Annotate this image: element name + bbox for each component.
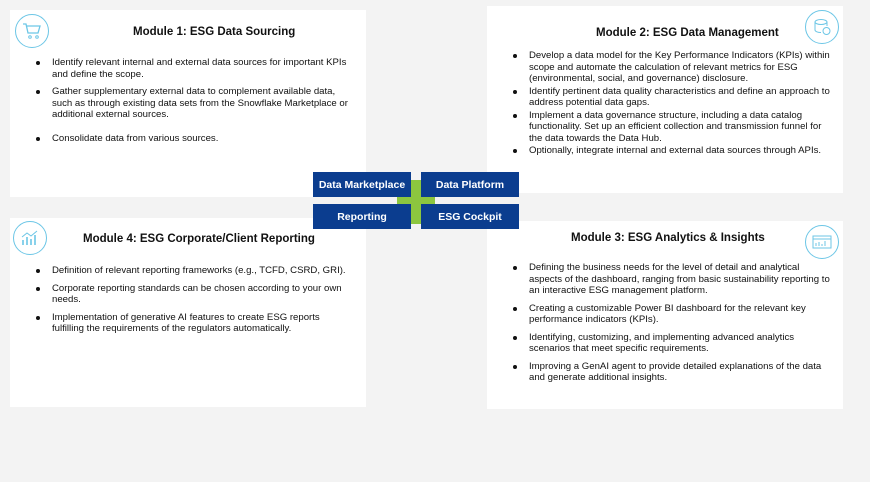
module-3-card xyxy=(487,221,843,409)
list-item: Consolidate data from various sources. xyxy=(33,133,353,145)
list-item: Identify pertinent data quality characteristics and define an approach to address potential data gaps. xyxy=(510,86,830,109)
list-item: Optionally, integrate internal and external data sources through APIs. xyxy=(510,145,830,157)
list-item: Develop a data model for the Key Performance Indicators (KPIs) within scope and automate the calculation of relevant metrics for ESG (environmental, social, and governance) disclosure. xyxy=(510,50,830,85)
list-item: Gather supplementary external data to complement available data, such as through existing data sets from the Snowflake Marketplace or additional external sources. xyxy=(33,86,353,121)
database-icon xyxy=(805,10,839,44)
module-1-list xyxy=(33,57,353,150)
module-2-card xyxy=(487,6,843,193)
center-box-esg-cockpit: ESG Cockpit xyxy=(421,204,519,229)
list-item: Implementation of generative AI features to create ESG reports fulfilling the requirements of the regulators automatically. xyxy=(33,312,353,335)
center-box-data-platform: Data Platform xyxy=(421,172,519,197)
shopping-cart-icon xyxy=(15,14,49,48)
chart-report-icon xyxy=(13,221,47,255)
list-item: Identify relevant internal and external data sources for important KPIs and define the scope. xyxy=(33,57,353,80)
module-4-title: Module 4: ESG Corporate/Client Reporting xyxy=(83,233,315,245)
center-box-data-marketplace: Data Marketplace xyxy=(313,172,411,197)
list-item: Corporate reporting standards can be chosen according to your own needs. xyxy=(33,283,353,306)
center-box-reporting: Reporting xyxy=(313,204,411,229)
list-item: Definition of relevant reporting frameworks (e.g., TCFD, CSRD, GRI). xyxy=(33,265,353,277)
module-2-list xyxy=(510,50,830,163)
dashboard-icon xyxy=(805,225,839,259)
module-4-card xyxy=(10,218,366,407)
module-3-title: Module 3: ESG Analytics & Insights xyxy=(571,232,765,244)
list-item: Defining the business needs for the level of detail and analytical aspects of the dashboard, ranging from basic sustainability reporting to an interactive ESG management platform. xyxy=(510,262,830,297)
list-item: Implement a data governance structure, including a data catalog functionality. Set up an efficient collection and transmission funnel for the data towards the Data Hub. xyxy=(510,110,830,145)
list-item: Creating a customizable Power BI dashboard for the relevant key performance indicators (KPIs). xyxy=(510,303,830,326)
module-2-title: Module 2: ESG Data Management xyxy=(596,27,779,39)
module-1-card xyxy=(10,10,366,197)
module-4-list xyxy=(33,265,353,341)
module-1-title: Module 1: ESG Data Sourcing xyxy=(133,26,296,38)
list-item: Improving a GenAI agent to provide detailed explanations of the data and generate additional insights. xyxy=(510,361,830,384)
module-3-list xyxy=(510,262,830,390)
list-item: Identifying, customizing, and implementing advanced analytics scenarios that meet specific requirements. xyxy=(510,332,830,355)
